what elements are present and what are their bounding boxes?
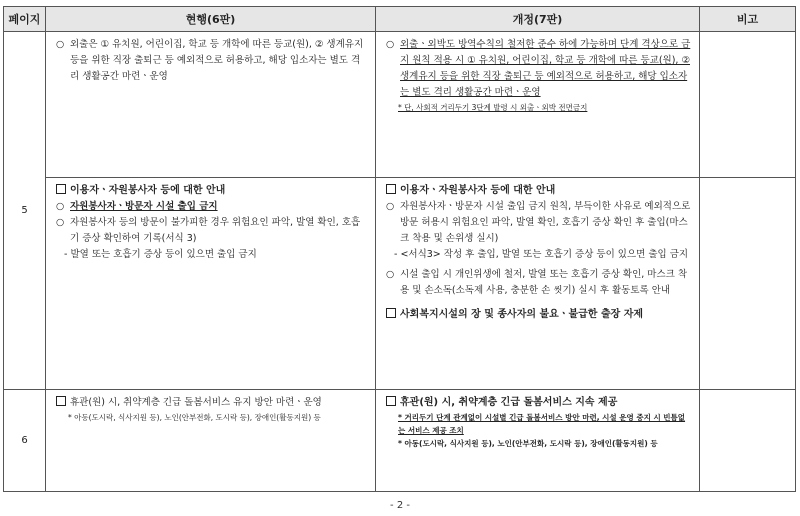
revised-head-2: 이용자ㆍ자원봉사자 등에 대한 안내	[400, 185, 556, 196]
checkbox-square-icon	[386, 308, 396, 318]
note-cell-1	[700, 32, 796, 178]
revised-head-3: 휴관(원) 시, 취약계층 긴급 돌봄서비스 지속 제공	[400, 397, 618, 408]
page-number-6: 6	[4, 390, 46, 492]
revised-sub-2: - <서식3> 작성 후 출입, 발열 또는 호흡기 증상 등이 있으면 출입 금지	[394, 249, 689, 260]
revised-note-3b: * 아동(도시락, 식사지원 등), 노인(안부전화, 도시락 등), 장애인(활동지원) 등	[398, 439, 658, 448]
note-cell-2	[700, 178, 796, 390]
current-head-2: 이용자ㆍ자원봉사자 등에 대한 안내	[70, 185, 226, 196]
page-number-5: 5	[4, 32, 46, 390]
checkbox-square-icon	[386, 396, 396, 406]
checkbox-square-icon	[56, 396, 66, 406]
revised-item-2a: 자원봉사자ㆍ방문자 시설 출입 금지 원칙, 부득이한 사유로 예외적으로 방문 허용시 위험요인 파악, 발열 확인, 호흡기 증상 확인 후 출입(마스크 착용 및 손위생 실시)	[400, 201, 691, 244]
revised-cell-2: 이용자ㆍ자원봉사자 등에 대한 안내 ○ 자원봉사자ㆍ방문자 시설 출입 금지 원칙, 부득이한 사유로 예외적으로 방문 허용시 위험요인 파악, 발열 확인, 호흡기 증상 확인 후 출입(마스크 착용 및 손위생 실시) - <서식3> 작성 후 출입, 발열 또는 호흡기 증상 등이 있으면 출입 금지 ○ 시설 출입 시 개인위생에 철저, 발열 또는 호흡기 증상 확인, 마스크 착용 및 손소독(소독제 사용, 충분한 손 씻기) 실시 후 활동토록 안내 사회복지시설의 장 및 종사자의 불요ㆍ불급한 출장 자제	[376, 178, 700, 390]
table-row	[4, 178, 796, 390]
checkbox-square-icon	[386, 184, 396, 194]
table-header-row	[4, 7, 796, 32]
current-item-2a: 자원봉사자ㆍ방문자 시설 출입 금지	[70, 201, 218, 212]
table-row	[4, 32, 796, 178]
note-cell-3	[700, 390, 796, 492]
current-head-3: 휴관(원) 시, 취약계층 긴급 돌봄서비스 유지 방안 마련ㆍ운영	[70, 397, 322, 408]
table-row	[4, 390, 796, 492]
current-cell-2: 이용자ㆍ자원봉사자 등에 대한 안내 ○ 자원봉사자ㆍ방문자 시설 출입 금지 ○ 자원봉사자 등의 방문이 불가피한 경우 위험요인 파악, 발열 확인, 호흡기 증상 확인하여 기록(서식 3) - 발열 또는 호흡기 증상 등이 있으면 출입 금지	[46, 178, 376, 390]
current-item-2b: 자원봉사자 등의 방문이 불가피한 경우 위험요인 파악, 발열 확인, 호흡기 증상 확인하여 기록(서식 3)	[70, 217, 361, 244]
revised-para-1: 외출ㆍ외박도 방역수칙의 철저한 준수 하에 가능하며 단계 격상으로 금지 원칙 적용 시 ① 유치원, 어린이집, 학교 등 개학에 따른 등교(원), ② 생계유지 등을 위한 직장 출퇴근 등 예외적으로 허용하고, 해당 입소자는 별도 격리 생활공간 마련ㆍ운영	[400, 39, 691, 98]
revised-cell-1: ○ 외출ㆍ외박도 방역수칙의 철저한 준수 하에 가능하며 단계 격상으로 금지 원칙 적용 시 ① 유치원, 어린이집, 학교 등 개학에 따른 등교(원), ② 생계유지 등을 위한 직장 출퇴근 등 예외적으로 허용하고, 해당 입소자는 별도 격리 생활공간 마련ㆍ운영 * 단, 사회적 거리두기 3단계 발령 시 외출ㆍ외박 전면금지	[376, 32, 700, 178]
current-note-3: * 아동(도시락, 식사지원 등), 노인(안부전화, 도시락 등), 장애인(활동지원) 등	[68, 413, 321, 422]
header-current: 현행(6판)	[46, 7, 376, 32]
comparison-table	[3, 6, 796, 492]
header-note: 비고	[700, 7, 796, 32]
revised-item-2b: 시설 출입 시 개인위생에 철저, 발열 또는 호흡기 증상 확인, 마스크 착용 및 손소독(소독제 사용, 충분한 손 씻기) 실시 후 활동토록 안내	[400, 269, 688, 296]
revised-cell-3	[376, 390, 700, 492]
revised-head-2b: 사회복지시설의 장 및 종사자의 불요ㆍ불급한 출장 자제	[400, 309, 644, 320]
page-footer: - 2 -	[390, 500, 410, 511]
header-page: 페이지	[4, 7, 46, 32]
header-revised: 개정(7판)	[376, 7, 700, 32]
revised-note-1: * 단, 사회적 거리두기 3단계 발령 시 외출ㆍ외박 전면금지	[398, 103, 588, 112]
current-cell-1: ○ 외출은 ① 유치원, 어린이집, 학교 등 개학에 따른 등교(원), ② 생계유지 등을 위한 직장 출퇴근 등 예외적으로 허용하고, 해당 입소자는 별도 격리 생활공간 마련ㆍ운영	[46, 32, 376, 178]
checkbox-square-icon	[56, 184, 66, 194]
current-sub-2: - 발열 또는 호흡기 증상 등이 있으면 출입 금지	[64, 249, 257, 260]
revised-note-3a: * 거리두기 단계 관계없이 시설별 긴급 돌봄서비스 방안 마련, 시설 운영 중지 시 빈틈없는 서비스 제공 조치	[398, 413, 686, 435]
current-para-1: 외출은 ① 유치원, 어린이집, 학교 등 개학에 따른 등교(원), ② 생계유지 등을 위한 직장 출퇴근 등 예외적으로 허용하고, 해당 입소자는 별도 격리 생활공간 마련ㆍ운영	[70, 39, 364, 82]
current-cell-3	[46, 390, 376, 492]
